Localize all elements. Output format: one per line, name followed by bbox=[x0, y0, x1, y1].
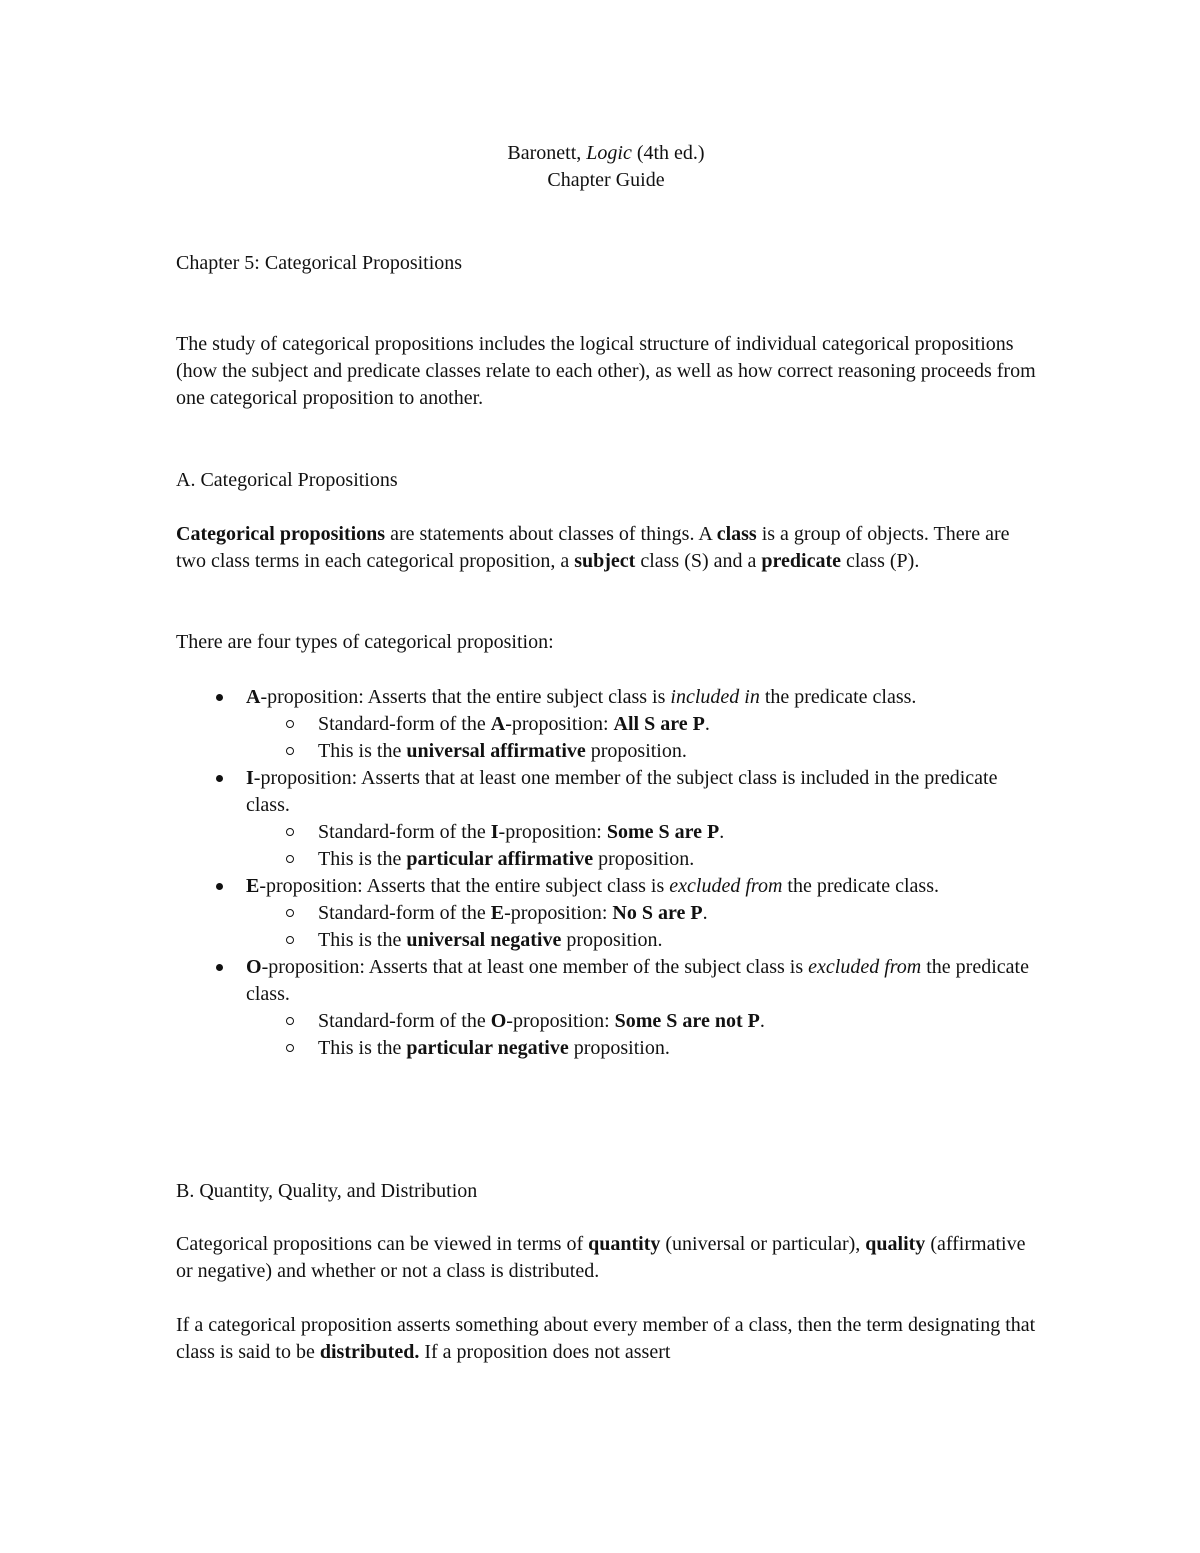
circle-bullet-icon bbox=[286, 720, 294, 728]
section-b-heading: B. Quantity, Quality, and Distribution bbox=[176, 1180, 478, 1202]
circle-bullet-icon bbox=[286, 747, 294, 755]
book-citation: Baronett, Logic (4th ed.) bbox=[507, 142, 705, 164]
list-item: This is the universal affirmative proposition. bbox=[246, 738, 1036, 765]
bullet-icon bbox=[216, 883, 223, 890]
proposition-types-list bbox=[176, 684, 1036, 1062]
bullet-icon bbox=[216, 775, 223, 782]
list-item: Standard-form of the A-proposition: All S are P. bbox=[246, 711, 1036, 738]
section-a-heading: A. Categorical Propositions bbox=[176, 469, 398, 491]
guide-label: Chapter Guide bbox=[547, 169, 665, 191]
circle-bullet-icon bbox=[286, 855, 294, 863]
document-header bbox=[176, 140, 1036, 194]
circle-bullet-icon bbox=[286, 1044, 294, 1052]
circle-bullet-icon bbox=[286, 936, 294, 944]
list-item: E-proposition: Asserts that the entire subject class is excluded from the predicate class. Standard-form of the E-proposition: No S are P. This is the universal negative proposition. bbox=[176, 873, 1036, 954]
list-item: Standard-form of the E-proposition: No S are P. bbox=[246, 900, 1036, 927]
list-item: This is the universal negative proposition. bbox=[246, 927, 1036, 954]
list-item: A-proposition: Asserts that the entire subject class is included in the predicate class. Standard-form of the A-proposition: All S are P. This is the universal affirmative proposition. bbox=[176, 684, 1036, 765]
list-item: O-proposition: Asserts that at least one member of the subject class is excluded from the predicate class. Standard-form of the O-proposition: Some S are not P. This is the particular negative proposition. bbox=[176, 954, 1036, 1062]
list-item: I-proposition: Asserts that at least one member of the subject class is included in the predicate class. Standard-form of the I-proposition: Some S are P. This is the particular affirmative proposition. bbox=[176, 765, 1036, 873]
book-title: Logic bbox=[586, 142, 632, 164]
circle-bullet-icon bbox=[286, 1017, 294, 1025]
list-item: Standard-form of the O-proposition: Some S are not P. bbox=[246, 1008, 1036, 1035]
list-item: Standard-form of the I-proposition: Some S are P. bbox=[246, 819, 1036, 846]
chapter-title: Chapter 5: Categorical Propositions bbox=[176, 252, 463, 274]
section-b-paragraph-1: Categorical propositions can be viewed in terms of quantity (universal or particular), quality (affirmative or negative) and whether or not a class is distributed. bbox=[176, 1233, 1026, 1282]
document-page bbox=[176, 140, 1036, 1363]
circle-bullet-icon bbox=[286, 828, 294, 836]
list-item: This is the particular affirmative proposition. bbox=[246, 846, 1036, 873]
section-a-paragraph-1: Categorical propositions are statements about classes of things. A class is a group of objects. There are two class terms in each categorical proposition, a subject class (S) and a predicate class (P). bbox=[176, 523, 1010, 572]
bullet-icon bbox=[216, 964, 223, 971]
bullet-icon bbox=[216, 694, 223, 701]
intro-paragraph: The study of categorical propositions includes the logical structure of individual categorical propositions (how the subject and predicate classes relate to each other), as well as how correct reasoning proceeds from one categorical proposition to another. bbox=[176, 333, 1036, 409]
list-item: This is the particular negative proposition. bbox=[246, 1035, 1036, 1062]
section-b-paragraph-2: If a categorical proposition asserts something about every member of a class, then the term designating that class is said to be distributed. If a proposition does not assert bbox=[176, 1314, 1036, 1363]
section-a-paragraph-2: There are four types of categorical proposition: bbox=[176, 631, 554, 653]
circle-bullet-icon bbox=[286, 909, 294, 917]
